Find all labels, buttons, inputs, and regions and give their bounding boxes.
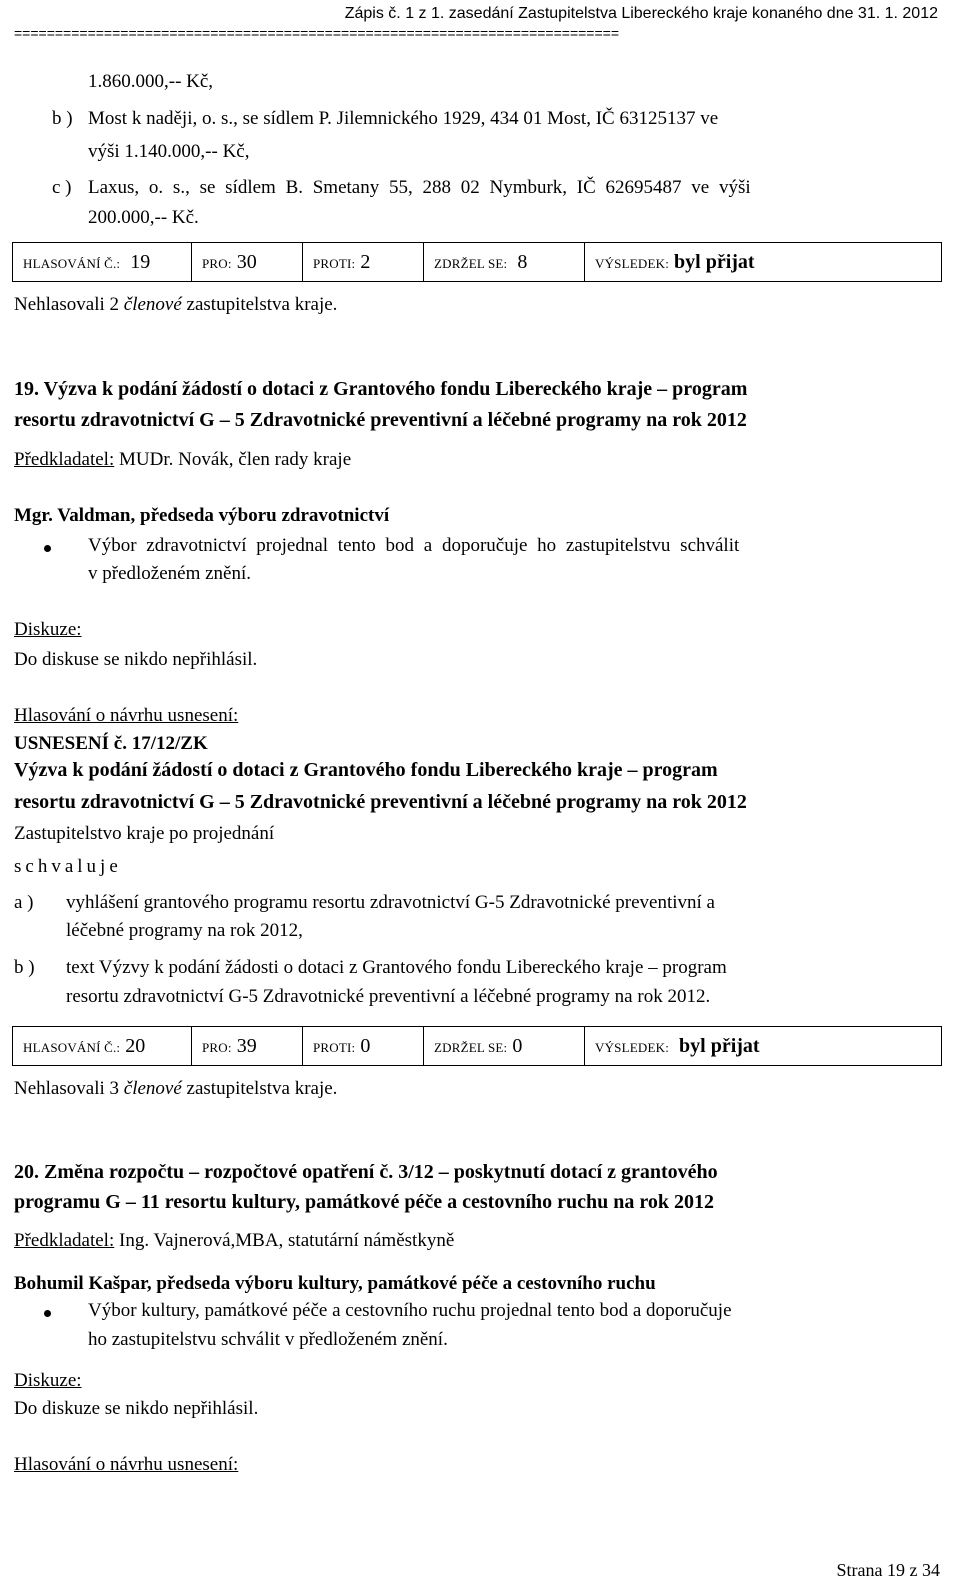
amount-line: 1.860.000,-- Kč, <box>88 71 214 92</box>
item-19-presenter: Předkladatel: MUDr. Novák, člen rady kraje <box>14 449 352 470</box>
document-header-title: Zápis č. 1 z 1. zasedání Zastupitelstva Libereckého kraje konaného dne 31. 1. 2012 <box>344 5 938 22</box>
vote-number-cell: HLASOVÁNÍ Č.: 19 <box>13 243 192 282</box>
resolution-marker-b: b ) <box>14 957 35 978</box>
vote-proti-cell: PROTI: 2 <box>303 243 424 282</box>
bullet-icon <box>44 545 51 552</box>
vote-result-cell: VÝSLEDEK: byl přijat <box>585 1027 942 1066</box>
list-item-c-line1: Laxus, o. s., se sídlem B. Smetany 55, 288 02 Nymburk, IČ 62695487 ve výši <box>88 177 751 198</box>
vote-zdrzel-cell: ZDRŽEL SE: 8 <box>424 243 585 282</box>
vote-proti-cell: PROTI: 0 <box>303 1027 424 1066</box>
vote-table-1 <box>12 242 942 282</box>
list-marker-c: c ) <box>52 177 72 198</box>
absent-note-1: Nehlasovali 2 členové zastupitelstva kraje. <box>14 294 338 315</box>
item-20-speaker: Bohumil Kašpar, předseda výboru kultury, památkové péče a cestovního ruchu <box>14 1273 656 1294</box>
resolution-marker-a: a ) <box>14 892 34 913</box>
item-19-title-line2: resortu zdravotnictví G – 5 Zdravotnické preventivní a léčebné programy na rok 2012 <box>14 409 747 431</box>
resolution-preamble: Zastupitelstvo kraje po projednání <box>14 823 275 844</box>
resolution-a-line2: léčebné programy na rok 2012, <box>66 920 303 941</box>
item-20-presenter: Předkladatel: Ing. Vajnerová,MBA, statutární náměstkyně <box>14 1230 455 1251</box>
page-number: Strana 19 z 34 <box>836 1560 940 1580</box>
vote-pro-cell: PRO: 39 <box>192 1027 303 1066</box>
item-20-discussion: Do diskuze se nikdo nepřihlásil. <box>14 1398 259 1419</box>
item-20-title-line1: 20. Změna rozpočtu – rozpočtové opatření č. 3/12 – poskytnutí dotací z grantového <box>14 1161 718 1183</box>
item-19-bullet-line1: Výbor zdravotnictví projednal tento bod a doporučuje ho zastupitelstvu schválit <box>88 535 740 556</box>
item-19-vote-on-label: Hlasování o návrhu usnesení: <box>14 705 239 726</box>
vote-number-cell: HLASOVÁNÍ Č.: 20 <box>13 1027 192 1066</box>
item-19-discussion-label: Diskuze: <box>14 619 82 640</box>
item-19-title-line1: 19. Výzva k podání žádostí o dotaci z Grantového fondu Libereckého kraje – program <box>14 378 748 400</box>
vote-pro-cell: PRO: 30 <box>192 243 303 282</box>
item-20-vote-on-label: Hlasování o návrhu usnesení: <box>14 1454 239 1475</box>
item-20-discussion-label: Diskuze: <box>14 1370 82 1391</box>
list-marker-b: b ) <box>52 108 73 129</box>
vote-zdrzel-cell: ZDRŽEL SE: 0 <box>424 1027 585 1066</box>
item-19-speaker: Mgr. Valdman, předseda výboru zdravotnictví <box>14 505 390 526</box>
resolution-b-line2: resortu zdravotnictví G-5 Zdravotnické preventivní a léčebné programy na rok 2012. <box>66 986 711 1007</box>
resolution-number: USNESENÍ č. 17/12/ZK <box>14 733 208 754</box>
header-separator: ========================================================================== <box>14 26 620 40</box>
bullet-icon <box>44 1310 51 1317</box>
vote-result-cell: VÝSLEDEK: byl přijat <box>585 243 942 282</box>
resolution-a-line1: vyhlášení grantového programu resortu zdravotnictví G-5 Zdravotnické preventivní a <box>66 892 715 913</box>
absent-note-2: Nehlasovali 3 členové zastupitelstva kraje. <box>14 1078 338 1099</box>
item-19-discussion: Do diskuse se nikdo nepřihlásil. <box>14 649 258 670</box>
vote-table-2 <box>12 1026 942 1066</box>
list-item-b-text: Most k naději, o. s., se sídlem P. Jilemnického 1929, 434 01 Most, IČ 63125137 ve <box>88 108 719 129</box>
item-20-bullet-line1: Výbor kultury, památkové péče a cestovního ruchu projednal tento bod a doporučuje <box>88 1300 732 1321</box>
item-20-title-line2: programu G – 11 resortu kultury, památkové péče a cestovního ruchu na rok 2012 <box>14 1191 715 1213</box>
resolution-title-line2: resortu zdravotnictví G – 5 Zdravotnické preventivní a léčebné programy na rok 2012 <box>14 791 747 813</box>
item-19-bullet-line2: v předloženém znění. <box>88 563 252 584</box>
resolution-title-line1: Výzva k podání žádostí o dotaci z Grantového fondu Libereckého kraje – program <box>14 759 718 781</box>
list-item-c-line2: 200.000,-- Kč. <box>88 207 199 228</box>
item-20-bullet-line2: ho zastupitelstvu schválit v předloženém znění. <box>88 1329 448 1350</box>
list-item-b-line1 <box>88 107 940 130</box>
resolution-verb: schvaluje <box>14 856 122 877</box>
resolution-b-line1: text Výzvy k podání žádosti o dotaci z Grantového fondu Libereckého kraje – program <box>66 957 727 978</box>
list-item-b-line2: výši 1.140.000,-- Kč, <box>88 141 250 162</box>
